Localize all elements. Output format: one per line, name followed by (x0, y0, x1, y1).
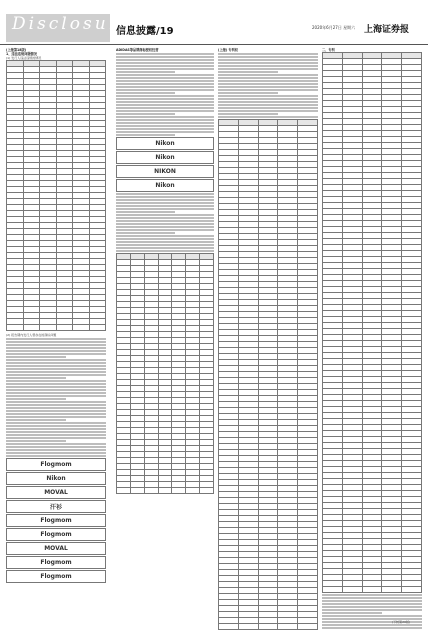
table-cell (382, 587, 402, 593)
text-line (6, 449, 106, 451)
text-line (322, 603, 422, 605)
text-line (116, 193, 214, 195)
text-line (116, 92, 175, 94)
text-line (116, 104, 214, 106)
text-line (218, 101, 318, 103)
text-line (116, 134, 175, 136)
brand-logo: NIKON (116, 165, 214, 178)
text-line (322, 612, 382, 614)
text-line (218, 80, 318, 82)
table-cell (7, 325, 24, 331)
col2-logo-list (116, 137, 214, 192)
text-line (6, 404, 106, 406)
text-line (218, 110, 318, 112)
page-header (0, 0, 428, 45)
text-line (6, 377, 66, 379)
text-line (218, 95, 318, 97)
text-line (6, 398, 66, 400)
table-cell (23, 325, 40, 331)
table-cell (158, 488, 172, 494)
text-line (116, 59, 214, 61)
text-line (218, 92, 278, 94)
brand-logo: 汗衫 (6, 500, 106, 513)
brand-logo: Flogmom (6, 514, 106, 527)
text-line (6, 350, 106, 352)
text-line (116, 199, 214, 201)
table-cell (323, 587, 343, 593)
col1-note: (2) 报告期内发行人曾存在的商标问题 (6, 333, 57, 337)
text-line (6, 359, 106, 361)
text-line (218, 77, 318, 79)
text-line (6, 446, 106, 448)
brand-logo: Flogmom (6, 458, 106, 471)
col3-body-text (218, 53, 318, 118)
text-line (218, 53, 318, 55)
column-2 (116, 48, 214, 494)
col1-heading-1: (上接第18版) (6, 48, 27, 52)
brand-logo: Flogmom (6, 556, 106, 569)
text-line (116, 250, 214, 252)
text-line (6, 455, 106, 457)
text-line (6, 344, 106, 346)
date-line: 2020年6月27日 星期六 (312, 25, 356, 30)
text-line (116, 65, 214, 67)
table-cell (186, 488, 200, 494)
text-line (6, 365, 106, 367)
col1-logo-list (6, 458, 106, 583)
text-line (218, 56, 318, 58)
text-line (116, 62, 214, 64)
text-line (6, 425, 106, 427)
text-line (6, 389, 106, 391)
table-cell (172, 488, 186, 494)
text-line (116, 80, 214, 82)
table-cell (362, 587, 382, 593)
table-row (7, 325, 106, 331)
text-line (6, 401, 106, 403)
text-line (6, 416, 106, 418)
col2-heading-1: ADIDAS等品牌商标授权经营 (116, 48, 159, 52)
table-cell (342, 587, 362, 593)
brand-logo: Nikon (116, 179, 214, 192)
table-cell (56, 325, 73, 331)
text-line (116, 247, 214, 249)
table-cell (89, 325, 106, 331)
text-line (6, 338, 106, 340)
column-4 (322, 48, 422, 630)
text-line (218, 116, 318, 118)
text-line (6, 410, 106, 412)
col4-table (322, 52, 422, 593)
text-line (116, 131, 214, 133)
text-line (116, 83, 214, 85)
brand-logo: Nikon (116, 151, 214, 164)
text-line (116, 217, 214, 219)
text-line (218, 83, 318, 85)
text-line (116, 241, 214, 243)
text-line (6, 374, 106, 376)
text-line (218, 104, 318, 106)
text-line (116, 101, 214, 103)
col3-table (218, 119, 318, 630)
text-line (116, 89, 214, 91)
text-line (322, 624, 422, 626)
text-line (218, 71, 278, 73)
text-line (6, 353, 106, 355)
text-line (116, 95, 214, 97)
text-line (6, 392, 106, 394)
text-line (6, 356, 66, 358)
brand-logo: MOVAL (6, 486, 106, 499)
continued-note: (下转第20版) (392, 620, 411, 624)
text-line (116, 226, 214, 228)
text-line (6, 368, 106, 370)
text-line (116, 68, 214, 70)
section-title: 信息披露/19 (116, 26, 174, 37)
text-line (6, 443, 106, 445)
brand-logo: Nikon (116, 137, 214, 150)
text-line (6, 428, 106, 430)
text-line (116, 113, 175, 115)
text-line (6, 452, 106, 454)
table-cell (117, 488, 131, 494)
col3-heading-1: (上接) 专利权 (218, 48, 238, 52)
text-line (116, 223, 214, 225)
text-line (116, 205, 214, 207)
col2-body-text-mid (116, 193, 214, 252)
table-row (323, 587, 422, 593)
text-line (116, 74, 214, 76)
text-line (116, 235, 214, 237)
brand-logo: MOVAL (6, 542, 106, 555)
table-cell (73, 325, 90, 331)
col1-table (6, 60, 106, 331)
text-line (6, 422, 106, 424)
table-cell (144, 488, 158, 494)
text-line (322, 600, 422, 602)
text-line (218, 74, 318, 76)
text-line (218, 98, 318, 100)
text-line (218, 68, 318, 70)
brand-logo: Nikon (6, 472, 106, 485)
col1-heading-3: (1) 发行人违法违规的情况 (6, 56, 42, 60)
newspaper-masthead: 上海证券报 (364, 25, 410, 35)
table-cell (402, 587, 422, 593)
text-line (6, 341, 106, 343)
text-line (322, 594, 422, 596)
text-line (218, 89, 318, 91)
text-line (218, 65, 318, 67)
text-line (6, 440, 66, 442)
col1-body-text (6, 338, 106, 457)
text-line (116, 107, 214, 109)
text-line (116, 125, 214, 127)
text-line (6, 380, 106, 382)
text-line (116, 202, 214, 204)
text-line (116, 238, 214, 240)
text-line (116, 196, 214, 198)
column-3 (218, 48, 318, 630)
text-line (6, 395, 106, 397)
table-row (117, 488, 214, 494)
text-line (6, 362, 106, 364)
text-line (6, 434, 106, 436)
brand-logo: Flogmom (6, 570, 106, 583)
text-line (6, 431, 106, 433)
text-line (218, 113, 278, 115)
text-line (218, 59, 318, 61)
text-line (116, 244, 214, 246)
text-line (116, 53, 214, 55)
text-line (218, 86, 318, 88)
text-line (116, 208, 214, 210)
text-line (116, 77, 214, 79)
text-line (6, 383, 106, 385)
text-line (6, 413, 106, 415)
text-line (116, 211, 175, 213)
text-line (116, 56, 214, 58)
col1-heading-2: 1、违法违规问题情况 (6, 52, 37, 56)
table-cell (130, 488, 144, 494)
text-line (6, 437, 106, 439)
col2-body-text-top (116, 53, 214, 136)
text-line (116, 128, 214, 130)
text-line (322, 606, 422, 608)
text-line (116, 220, 214, 222)
brand-logo: Flogmom (6, 528, 106, 541)
text-line (116, 98, 214, 100)
table-cell (200, 488, 214, 494)
text-line (322, 615, 422, 617)
text-line (116, 232, 175, 234)
text-line (116, 122, 214, 124)
text-line (6, 347, 106, 349)
text-line (6, 386, 106, 388)
text-line (218, 107, 318, 109)
col4-heading-1: 二、专利 (322, 48, 335, 52)
col2-table (116, 253, 214, 494)
text-line (322, 597, 422, 599)
text-line (116, 86, 214, 88)
text-line (6, 371, 106, 373)
text-line (116, 119, 214, 121)
brand-title: Disclosure (12, 14, 133, 34)
text-line (322, 627, 422, 629)
column-1 (6, 48, 106, 584)
text-line (116, 110, 214, 112)
table-cell (40, 325, 57, 331)
text-line (322, 609, 422, 611)
text-line (116, 214, 214, 216)
text-line (116, 71, 175, 73)
text-line (116, 116, 214, 118)
text-line (6, 407, 106, 409)
text-line (116, 229, 214, 231)
text-line (218, 62, 318, 64)
text-line (6, 419, 66, 421)
